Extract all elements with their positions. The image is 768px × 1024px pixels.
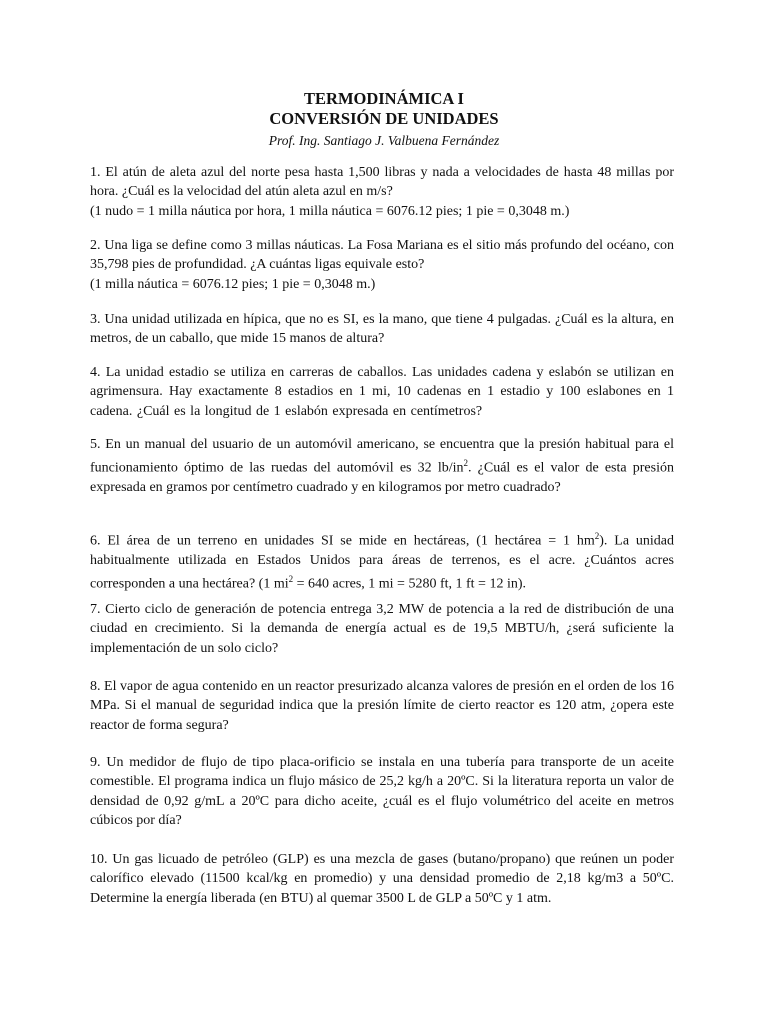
problem-6-text-a: 6. El área de un terreno en unidades SI se mide en hectáreas, (1 hectárea = 1 hm	[90, 533, 595, 549]
problem-8-text: 8. El vapor de agua contenido en un reactor presurizado alcanza valores de presión en el orden de los 16 MPa. Si el manual de seguridad indica que la presión límite de cierto reactor es 120 atm, ¿opera este reactor de forma segura?	[90, 679, 674, 733]
problem-2-text: 2. Una liga se define como 3 millas náuticas. La Fosa Mariana es el sitio más profundo del océano, con 35,798 pies de profundidad. ¿A cuántas ligas equivale esto?	[90, 238, 674, 273]
author-line: Prof. Ing. Santiago J. Valbuena Fernández	[268, 133, 500, 148]
problem-9	[90, 753, 674, 830]
problem-6-text-b: ). La unidad habitualmente utilizada en Estados Unidos para áreas de terrenos, es el acre. ¿Cuántos acres corresponden a una hectárea? (1 mi	[90, 533, 674, 592]
problem-9-text: 9. Un medidor de flujo de tipo placa-orificio se instala en una tubería para transporte de un aceite comestible. El programa indica un flujo másico de 25,2 kg/h a 20ºC. Si la literatura reporta un valor de densidad de 0,92 g/mL a 20ºC para dicho aceite, ¿cuál es el flujo volumétrico del aceite en metros cúbicos por día?	[90, 755, 674, 828]
problem-10	[90, 850, 674, 908]
problem-6-text-c: = 640 acres, 1 mi = 5280 ft, 1 ft = 12 in).	[293, 576, 526, 592]
problem-6-superscript-1: 2	[594, 531, 600, 541]
problem-7	[90, 600, 674, 658]
problem-6	[90, 527, 674, 594]
problem-3	[90, 310, 674, 349]
title-line-1: TERMODINÁMICA I	[304, 89, 464, 108]
problem-5-superscript: 2	[463, 458, 468, 469]
title-line-2: CONVERSIÓN DE UNIDADES	[269, 109, 499, 128]
problem-5	[90, 435, 674, 498]
problem-7-text: 7. Cierto ciclo de generación de potencia entrega 3,2 MW de potencia a la red de distribución de una ciudad en crecimiento. Si la demanda de energía actual es de 19,5 MBTU/h, ¿será suficiente la implementación de un solo ciclo?	[90, 602, 674, 656]
problem-1-note: (1 nudo = 1 milla náutica por hora, 1 milla náutica = 6076.12 pies; 1 pie = 0,3048 m.)	[90, 203, 570, 219]
problem-4-text: 4. La unidad estadio se utiliza en carreras de caballos. Las unidades cadena y eslabón se utilizan en agrimensura. Hay exactamente 8 estadios en 1 mi, 10 cadenas en 1 estadio y 100 eslabones en 1 cadena. ¿Cuál es la longitud de 1 eslabón expresada en centímetros?	[90, 365, 674, 419]
problem-10-text: 10. Un gas licuado de petróleo (GLP) es una mezcla de gases (butano/propano) que reúnen un poder calorífico elevado (11500 kcal/kg en promedio) y una densidad promedio de 2,18 kg/m3 a 50ºC. Determine la energía liberada (en BTU) al quemar 3500 L de GLP a 50ºC y 1 atm.	[90, 852, 674, 906]
problem-1-text: 1. El atún de aleta azul del norte pesa hasta 1,500 libras y nada a velocidades de hasta 48 millas por hora. ¿Cuál es la velocidad del atún aleta azul en m/s?	[90, 165, 674, 200]
problem-5-text-a: 5. En un manual del usuario de un automóvil americano, se encuentra que la presión habitual para el funcionamiento óptimo de las ruedas del automóvil es 32 lb/in	[90, 437, 674, 476]
problem-8	[90, 677, 674, 735]
problem-5-text-b: . ¿Cuál es el valor de esta presión expresada en gramos por centímetro cuadrado y en kilogramos por metro cuadrado?	[90, 460, 674, 496]
problem-4	[90, 363, 674, 421]
problem-1	[90, 163, 674, 221]
problem-2-note: (1 milla náutica = 6076.12 pies; 1 pie = 0,3048 m.)	[90, 276, 376, 292]
problem-3-text: 3. Una unidad utilizada en hípica, que no es SI, es la mano, que tiene 4 pulgadas. ¿Cuál es la altura, en metros, de un caballo, que mide 15 manos de altura?	[90, 312, 674, 347]
problem-2	[90, 236, 674, 294]
problem-6-superscript-2: 2	[288, 574, 294, 585]
